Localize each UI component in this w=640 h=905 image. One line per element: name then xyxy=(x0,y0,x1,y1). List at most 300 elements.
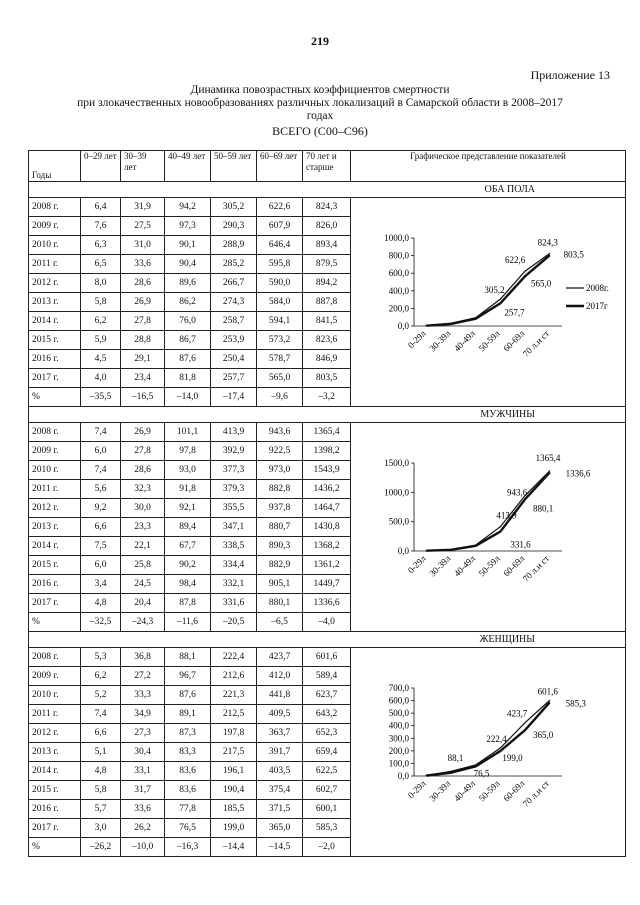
x-tick-label: 60-69л xyxy=(501,778,527,804)
value-cell: –16,3 xyxy=(165,838,211,857)
x-tick-label: 30-39л xyxy=(427,328,453,354)
value-cell: 1436,2 xyxy=(303,480,351,499)
value-cell: 67,7 xyxy=(165,537,211,556)
section-title: ЖЕНЩИНЫ xyxy=(29,632,626,648)
data-point xyxy=(475,545,476,546)
table-header-row xyxy=(29,151,626,182)
value-cell: –9,6 xyxy=(257,388,303,407)
value-cell: 77,8 xyxy=(165,800,211,819)
value-cell: 290,3 xyxy=(211,217,257,236)
value-cell: 377,3 xyxy=(211,461,257,480)
value-cell: –2,0 xyxy=(303,838,351,857)
value-cell: 6,6 xyxy=(81,724,121,743)
value-cell: –24,3 xyxy=(121,613,165,632)
data-label: 565,0 xyxy=(531,278,552,289)
value-cell: 1464,7 xyxy=(303,499,351,518)
value-cell: 409,5 xyxy=(257,705,303,724)
x-tick-label: 30-39л xyxy=(427,553,453,579)
chart-cell xyxy=(351,648,626,857)
x-tick-label: 30-39л xyxy=(427,778,453,804)
value-cell: 365,0 xyxy=(257,819,303,838)
value-cell: 197,8 xyxy=(211,724,257,743)
year-cell: % xyxy=(29,838,81,857)
value-cell: 6,5 xyxy=(81,255,121,274)
value-cell: 893,4 xyxy=(303,236,351,255)
value-cell: 98,4 xyxy=(165,575,211,594)
y-tick-label: 200,0 xyxy=(388,745,409,756)
data-point xyxy=(524,499,525,500)
data-label: 365,0 xyxy=(533,730,554,741)
data-label: 824,3 xyxy=(537,237,558,248)
value-cell: 86,2 xyxy=(165,293,211,312)
value-cell: –10,0 xyxy=(121,838,165,857)
data-label: 76,5 xyxy=(473,768,490,779)
header-years: Годы xyxy=(29,151,81,182)
value-cell: 890,3 xyxy=(257,537,303,556)
data-label: 585,3 xyxy=(565,698,586,709)
data-point xyxy=(524,271,525,272)
value-cell: 882,9 xyxy=(257,556,303,575)
data-label: 601,6 xyxy=(537,686,558,697)
value-cell: 646,4 xyxy=(257,236,303,255)
x-tick-label: 0-29л xyxy=(405,328,428,351)
value-cell: 87,6 xyxy=(165,686,211,705)
x-tick-label: 50-59л xyxy=(476,328,502,354)
value-cell: 659,4 xyxy=(303,743,351,762)
header-age-40-49: 40–49 лет xyxy=(165,151,211,182)
value-cell: 222,4 xyxy=(211,648,257,667)
data-point xyxy=(475,766,476,767)
value-cell: 7,4 xyxy=(81,461,121,480)
value-cell: 285,2 xyxy=(211,255,257,274)
value-cell: 922,5 xyxy=(257,442,303,461)
value-cell: 28,8 xyxy=(121,331,165,350)
y-tick-label: 300,0 xyxy=(388,733,409,744)
data-label: 943,6 xyxy=(507,487,528,498)
data-label: 880,1 xyxy=(533,503,554,514)
value-cell: 28,6 xyxy=(121,274,165,293)
value-cell: 5,2 xyxy=(81,686,121,705)
data-point xyxy=(450,772,451,773)
value-cell: 4,8 xyxy=(81,762,121,781)
year-cell: 2017 г. xyxy=(29,819,81,838)
value-cell: 5,9 xyxy=(81,331,121,350)
year-cell: 2015 г. xyxy=(29,331,81,350)
value-cell: 4,8 xyxy=(81,594,121,613)
data-point xyxy=(500,303,501,304)
year-cell: 2014 г. xyxy=(29,312,81,331)
year-cell: 2010 г. xyxy=(29,686,81,705)
value-cell: 6,4 xyxy=(81,198,121,217)
y-tick-label: 0,0 xyxy=(397,321,409,331)
data-point xyxy=(524,722,525,723)
header-age-0-29: 0–29 лет xyxy=(81,151,121,182)
value-cell: 31,0 xyxy=(121,236,165,255)
value-cell: 190,4 xyxy=(211,781,257,800)
year-cell: 2017 г. xyxy=(29,369,81,388)
value-cell: –35,5 xyxy=(81,388,121,407)
value-cell: 29,1 xyxy=(121,350,165,369)
value-cell: 332,1 xyxy=(211,575,257,594)
data-point xyxy=(524,730,525,731)
year-cell: 2008 г. xyxy=(29,648,81,667)
year-cell: 2016 г. xyxy=(29,350,81,369)
value-cell: 87,6 xyxy=(165,350,211,369)
value-cell: 623,7 xyxy=(303,686,351,705)
value-cell: 622,6 xyxy=(257,198,303,217)
year-cell: 2008 г. xyxy=(29,423,81,442)
header-chart: Графическое представление показателей xyxy=(351,151,626,182)
value-cell: 824,3 xyxy=(303,198,351,217)
data-label: 222,4 xyxy=(486,734,507,745)
y-tick-label: 600,0 xyxy=(388,268,409,279)
value-cell: 5,6 xyxy=(81,480,121,499)
data-point xyxy=(500,750,501,751)
value-cell: 274,3 xyxy=(211,293,257,312)
year-cell: 2017 г. xyxy=(29,594,81,613)
value-cell: 643,2 xyxy=(303,705,351,724)
line-chart xyxy=(354,423,626,621)
data-point xyxy=(426,550,427,551)
y-tick-label: 0,0 xyxy=(397,771,409,781)
y-tick-label: 400,0 xyxy=(388,720,409,731)
document-title xyxy=(20,84,620,123)
value-cell: 622,5 xyxy=(303,762,351,781)
value-cell: 578,7 xyxy=(257,350,303,369)
value-cell: 97,3 xyxy=(165,217,211,236)
value-cell: 1368,2 xyxy=(303,537,351,556)
value-cell: 880,1 xyxy=(257,594,303,613)
chart-cell xyxy=(351,423,626,632)
value-cell: 90,4 xyxy=(165,255,211,274)
year-cell: 2009 г. xyxy=(29,442,81,461)
value-cell: 585,3 xyxy=(303,819,351,838)
year-cell: 2014 г. xyxy=(29,762,81,781)
value-cell: 826,0 xyxy=(303,217,351,236)
data-point xyxy=(500,299,501,300)
value-cell: 250,4 xyxy=(211,350,257,369)
value-cell: 6,3 xyxy=(81,236,121,255)
year-cell: 2016 г. xyxy=(29,575,81,594)
year-cell: 2008 г. xyxy=(29,198,81,217)
y-tick-label: 400,0 xyxy=(388,285,409,296)
section-title: МУЖЧИНЫ xyxy=(29,407,626,423)
value-cell: 31,7 xyxy=(121,781,165,800)
section-header-row xyxy=(29,632,626,648)
value-cell: 3,4 xyxy=(81,575,121,594)
value-cell: 441,8 xyxy=(257,686,303,705)
year-cell: 2009 г. xyxy=(29,667,81,686)
value-cell: –32,5 xyxy=(81,613,121,632)
data-point xyxy=(549,255,550,256)
value-cell: –17,4 xyxy=(211,388,257,407)
value-cell: 32,3 xyxy=(121,480,165,499)
header-age-30-39: 30–39 лет xyxy=(121,151,165,182)
value-cell: 6,0 xyxy=(81,442,121,461)
data-label: 331,6 xyxy=(510,539,531,550)
value-cell: –14,0 xyxy=(165,388,211,407)
value-cell: 90,1 xyxy=(165,236,211,255)
year-cell: 2011 г. xyxy=(29,255,81,274)
value-cell: 33,6 xyxy=(121,255,165,274)
value-cell: 9,2 xyxy=(81,499,121,518)
y-tick-label: 800,0 xyxy=(388,250,409,261)
value-cell: 96,7 xyxy=(165,667,211,686)
value-cell: 573,2 xyxy=(257,331,303,350)
value-cell: 24,5 xyxy=(121,575,165,594)
value-cell: 23,3 xyxy=(121,518,165,537)
value-cell: 23,4 xyxy=(121,369,165,388)
value-cell: 882,8 xyxy=(257,480,303,499)
value-cell: 1361,2 xyxy=(303,556,351,575)
y-tick-label: 600,0 xyxy=(388,695,409,706)
value-cell: 3,0 xyxy=(81,819,121,838)
value-cell: 601,6 xyxy=(303,648,351,667)
value-cell: 26,9 xyxy=(121,423,165,442)
value-cell: 4,0 xyxy=(81,369,121,388)
value-cell: 26,9 xyxy=(121,293,165,312)
value-cell: 565,0 xyxy=(257,369,303,388)
value-cell: 26,2 xyxy=(121,819,165,838)
value-cell: 887,8 xyxy=(303,293,351,312)
value-cell: 83,6 xyxy=(165,762,211,781)
value-cell: 20,4 xyxy=(121,594,165,613)
year-cell: 2010 г. xyxy=(29,236,81,255)
value-cell: 87,3 xyxy=(165,724,211,743)
value-cell: 6,0 xyxy=(81,556,121,575)
value-cell: 1543,9 xyxy=(303,461,351,480)
data-point xyxy=(549,253,550,254)
data-point xyxy=(500,747,501,748)
value-cell: –14,4 xyxy=(211,838,257,857)
y-tick-label: 700,0 xyxy=(388,683,409,693)
value-cell: 841,5 xyxy=(303,312,351,331)
data-point xyxy=(549,472,550,473)
value-cell: 589,4 xyxy=(303,667,351,686)
value-cell: 36,8 xyxy=(121,648,165,667)
value-cell: –6,5 xyxy=(257,613,303,632)
value-cell: 803,5 xyxy=(303,369,351,388)
value-cell: 81,8 xyxy=(165,369,211,388)
value-cell: 7,4 xyxy=(81,705,121,724)
data-point xyxy=(549,702,550,703)
value-cell: 83,3 xyxy=(165,743,211,762)
value-cell: 375,4 xyxy=(257,781,303,800)
value-cell: 266,7 xyxy=(211,274,257,293)
value-cell: 101,1 xyxy=(165,423,211,442)
value-cell: 221,3 xyxy=(211,686,257,705)
value-cell: 27,8 xyxy=(121,312,165,331)
value-cell: 258,7 xyxy=(211,312,257,331)
value-cell: 423,7 xyxy=(257,648,303,667)
value-cell: –16,5 xyxy=(121,388,165,407)
value-cell: 652,3 xyxy=(303,724,351,743)
value-cell: 371,5 xyxy=(257,800,303,819)
value-cell: 4,5 xyxy=(81,350,121,369)
value-cell: 1336,6 xyxy=(303,594,351,613)
data-point xyxy=(426,325,427,326)
year-cell: 2013 г. xyxy=(29,518,81,537)
y-tick-label: 0,0 xyxy=(397,546,409,556)
value-cell: 88,1 xyxy=(165,648,211,667)
data-label: 622,6 xyxy=(505,255,526,266)
x-tick-label: 0-29л xyxy=(405,778,428,801)
data-label: 803,5 xyxy=(563,249,584,260)
value-cell: 92,1 xyxy=(165,499,211,518)
value-cell: 347,1 xyxy=(211,518,257,537)
value-cell: 1398,2 xyxy=(303,442,351,461)
x-tick-label: 40-49л xyxy=(451,778,478,804)
line-chart xyxy=(354,648,626,846)
y-tick-label: 500,0 xyxy=(388,516,409,527)
value-cell: 584,0 xyxy=(257,293,303,312)
section-title: ОБА ПОЛА xyxy=(29,182,626,198)
legend-label: 2017г xyxy=(586,301,608,311)
table-row xyxy=(29,648,626,667)
data-point xyxy=(450,323,451,324)
value-cell: 89,4 xyxy=(165,518,211,537)
value-cell: 8,0 xyxy=(81,274,121,293)
value-cell: 34,9 xyxy=(121,705,165,724)
value-cell: 5,7 xyxy=(81,800,121,819)
value-cell: 937,8 xyxy=(257,499,303,518)
data-point xyxy=(524,276,525,277)
data-point xyxy=(549,700,550,701)
value-cell: 602,7 xyxy=(303,781,351,800)
year-cell: 2013 г. xyxy=(29,293,81,312)
value-cell: –3,2 xyxy=(303,388,351,407)
value-cell: 973,0 xyxy=(257,461,303,480)
value-cell: 33,6 xyxy=(121,800,165,819)
year-cell: 2014 г. xyxy=(29,537,81,556)
x-tick-label: 40-49л xyxy=(451,328,478,354)
value-cell: 905,1 xyxy=(257,575,303,594)
value-cell: 27,5 xyxy=(121,217,165,236)
value-cell: 7,5 xyxy=(81,537,121,556)
value-cell: 76,0 xyxy=(165,312,211,331)
value-cell: 83,6 xyxy=(165,781,211,800)
data-point xyxy=(426,775,427,776)
year-cell: 2012 г. xyxy=(29,724,81,743)
value-cell: 305,2 xyxy=(211,198,257,217)
data-point xyxy=(450,549,451,550)
value-cell: 6,2 xyxy=(81,312,121,331)
value-cell: 199,0 xyxy=(211,819,257,838)
value-cell: 212,5 xyxy=(211,705,257,724)
value-cell: 943,6 xyxy=(257,423,303,442)
value-cell: 90,2 xyxy=(165,556,211,575)
year-cell: 2012 г. xyxy=(29,499,81,518)
title-line-3: годах xyxy=(306,110,334,122)
data-label: 199,0 xyxy=(502,752,523,763)
value-cell: 33,1 xyxy=(121,762,165,781)
value-cell: 87,8 xyxy=(165,594,211,613)
x-tick-label: 40-49л xyxy=(451,553,478,579)
value-cell: 25,8 xyxy=(121,556,165,575)
value-cell: 7,6 xyxy=(81,217,121,236)
table-row xyxy=(29,423,626,442)
value-cell: 27,3 xyxy=(121,724,165,743)
value-cell: 27,2 xyxy=(121,667,165,686)
appendix-label: Приложение 13 xyxy=(530,68,610,82)
value-cell: 217,5 xyxy=(211,743,257,762)
value-cell: 196,1 xyxy=(211,762,257,781)
value-cell: 288,9 xyxy=(211,236,257,255)
year-cell: 2013 г. xyxy=(29,743,81,762)
year-cell: 2012 г. xyxy=(29,274,81,293)
x-tick-label: 70 л.и ст xyxy=(520,553,552,584)
value-cell: 403,5 xyxy=(257,762,303,781)
value-cell: 823,6 xyxy=(303,331,351,350)
section-header-row xyxy=(29,182,626,198)
data-label: 88,1 xyxy=(447,752,464,763)
data-label: 1365,4 xyxy=(535,452,561,463)
year-cell: 2011 г. xyxy=(29,705,81,724)
value-cell: 392,9 xyxy=(211,442,257,461)
chart-cell xyxy=(351,198,626,407)
value-cell: 22,1 xyxy=(121,537,165,556)
line-chart xyxy=(354,198,626,396)
data-point xyxy=(500,531,501,532)
value-cell: 89,6 xyxy=(165,274,211,293)
value-cell: 27,8 xyxy=(121,442,165,461)
data-label: 257,7 xyxy=(504,307,525,318)
value-cell: –11,6 xyxy=(165,613,211,632)
value-cell: 331,6 xyxy=(211,594,257,613)
value-cell: 28,6 xyxy=(121,461,165,480)
header-age-50-59: 50–59 лет xyxy=(211,151,257,182)
year-cell: 2016 г. xyxy=(29,800,81,819)
year-cell: 2009 г. xyxy=(29,217,81,236)
x-tick-label: 60-69л xyxy=(501,553,527,579)
x-tick-label: 70 л.и ст xyxy=(520,778,552,809)
x-tick-label: 60-69л xyxy=(501,328,527,354)
year-cell: % xyxy=(29,613,81,632)
value-cell: 89,1 xyxy=(165,705,211,724)
year-cell: % xyxy=(29,388,81,407)
y-tick-label: 100,0 xyxy=(388,758,409,769)
value-cell: 600,1 xyxy=(303,800,351,819)
series-line-1 xyxy=(426,473,549,551)
value-cell: 1365,4 xyxy=(303,423,351,442)
value-cell: 253,9 xyxy=(211,331,257,350)
legend-label: 2008г. xyxy=(586,283,609,293)
value-cell: 879,5 xyxy=(303,255,351,274)
value-cell: 6,2 xyxy=(81,667,121,686)
value-cell: 91,8 xyxy=(165,480,211,499)
value-cell: 1449,7 xyxy=(303,575,351,594)
value-cell: 5,1 xyxy=(81,743,121,762)
mortality-table xyxy=(28,150,626,857)
value-cell: –26,2 xyxy=(81,838,121,857)
value-cell: 607,9 xyxy=(257,217,303,236)
data-label: 413,9 xyxy=(496,510,517,521)
x-tick-label: 50-59л xyxy=(476,553,502,579)
value-cell: –14,5 xyxy=(257,838,303,857)
value-cell: 1430,8 xyxy=(303,518,351,537)
value-cell: 338,5 xyxy=(211,537,257,556)
x-tick-label: 0-29л xyxy=(405,553,428,576)
x-tick-label: 70 л.и ст xyxy=(520,328,552,359)
value-cell: 590,0 xyxy=(257,274,303,293)
value-cell: 355,5 xyxy=(211,499,257,518)
data-point xyxy=(475,318,476,319)
data-label: 423,7 xyxy=(507,708,528,719)
section-header-row xyxy=(29,407,626,423)
value-cell: 212,6 xyxy=(211,667,257,686)
value-cell: 76,5 xyxy=(165,819,211,838)
value-cell: 595,8 xyxy=(257,255,303,274)
